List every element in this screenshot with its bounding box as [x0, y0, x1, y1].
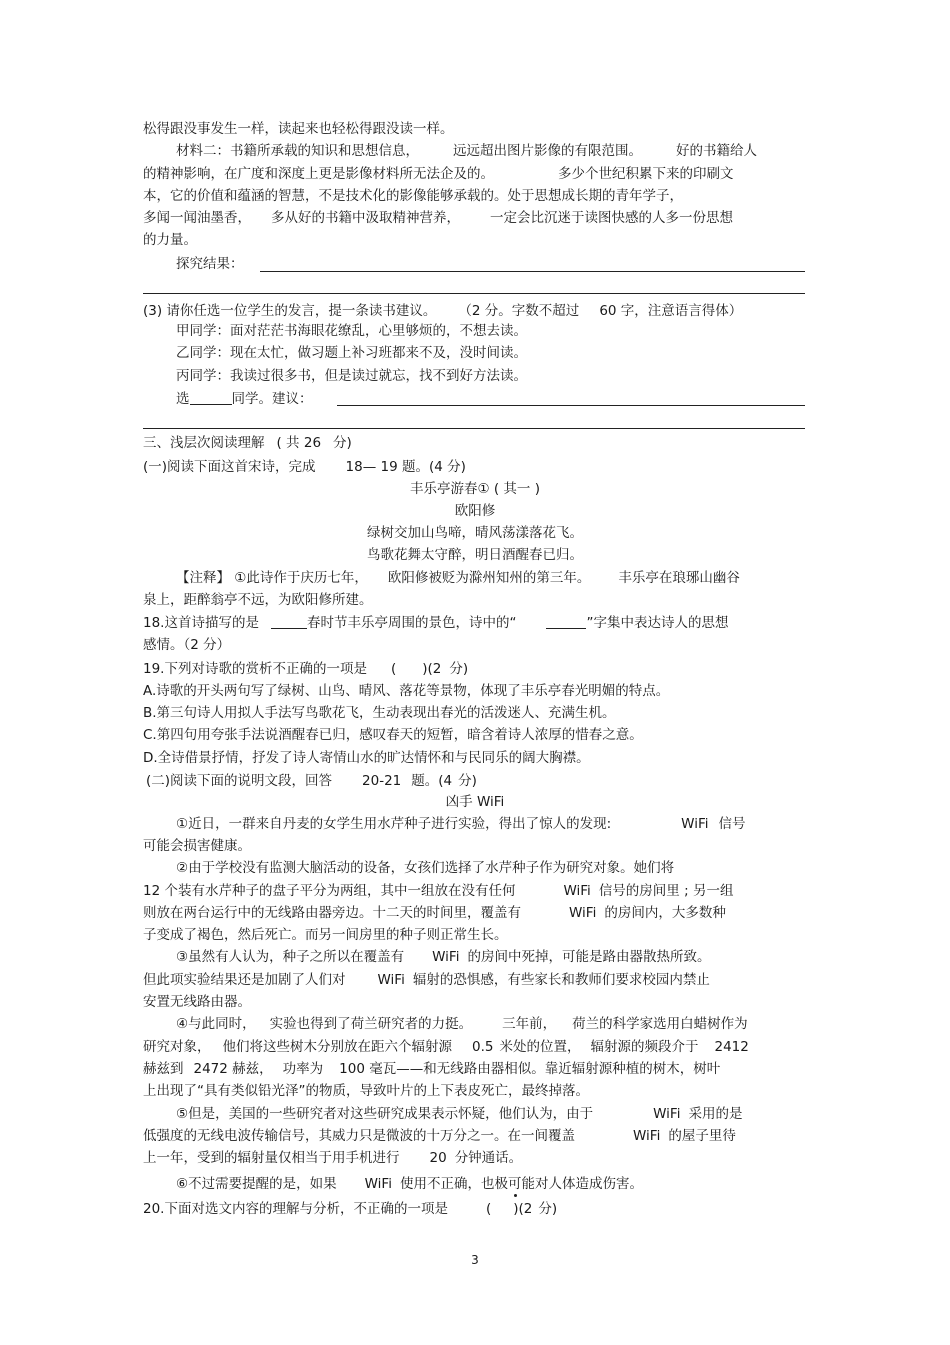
paragraph-3: 安置无线路由器。 — [143, 994, 251, 1010]
poem-note: 【注释】 ①此诗作于庆历七年， 欧阳修被贬为滁州知州的第三年。 丰乐亭在琅琊山幽谷 — [176, 570, 740, 586]
question-20: 20.下面对选文内容的理解与分析，不正确的一项是 ( )(2 分) — [143, 1201, 558, 1217]
paragraph-3: 但此项实验结果还是加剧了人们对 WiFi 辐射的恐惧感，有些家长和教师们要求校园内禁止 — [143, 972, 710, 988]
result-label: 探究结果： — [176, 256, 244, 272]
question-18: 18.这首诗描写的是 春时节丰乐亭周围的景色，诗中的“ ”字集中表达诗人的思想 — [143, 615, 729, 631]
paragraph-2: ②由于学校没有监测大脑活动的设备，女孩们选择了水芹种子作为研究对象。她们将 — [176, 860, 675, 876]
paragraph-2: 则放在两台运行中的无线路由器旁边。十二天的时间里，覆盖有 WiFi 的房间内，大多数种 — [143, 905, 726, 921]
paragraph-1: 可能会损害健康。 — [143, 838, 251, 854]
student-bing: 丙同学：我读过很多书，但是读过就忘，找不到好方法读。 — [176, 368, 527, 384]
paragraph-4: ④与此同时， 实验也得到了荷兰研究者的力挺。 三年前， 荷兰的科学家选用白蜡树作为 — [176, 1016, 748, 1032]
choose-line: 选 同学。建议： — [176, 391, 313, 407]
material-line: 本，它的价值和蕴涵的智慧，不是技术化的影像能够承载的。处于思想成长期的青年学子， — [143, 188, 683, 204]
article-title: 凶手 WiFi — [445, 794, 505, 810]
paragraph-4: 研究对象， 他们将这些树木分别放在距六个辐射源 0.5 米处的位置， 辐射源的频段介于 2412 — [143, 1039, 749, 1055]
option-d: D.全诗借景抒情，抒发了诗人寄情山水的旷达情怀和与民同乐的阔大胸襟。 — [143, 750, 590, 766]
poem-note: 泉上，距醉翁亭不远，为欧阳修所建。 — [143, 592, 373, 608]
option-b: B.第三句诗人用拟人手法写鸟歌花飞，生动表现出春光的活泼迷人、充满生机。 — [143, 705, 616, 721]
paragraph-5: ⑤但是，美国的一些研究者对这些研究成果表示怀疑，他们认为，由于 WiFi 采用的是 — [176, 1106, 743, 1122]
emphasis-char: 可 — [507, 1176, 522, 1192]
choose-blank[interactable] — [190, 404, 232, 405]
material-line: 松得跟没事发生一样，读起来也轻松得跟没读一样。 — [143, 121, 454, 137]
material-line: 的精神影响，在广度和深度上更是影像材料所无法企及的。 多少个世纪积累下来的印刷文 — [143, 166, 734, 182]
answer-line[interactable] — [143, 428, 805, 429]
answer-line[interactable] — [143, 293, 805, 294]
part-2-intro: (二)阅读下面的说明文段，回答 20-21 题。(4 分) — [146, 773, 477, 789]
answer-blank[interactable] — [546, 628, 586, 629]
paragraph-3: ③虽然有人认为，种子之所以在覆盖有 WiFi 的房间中死掉，可能是路由器散热所致。 — [176, 949, 711, 965]
poem-line: 鸟歌花舞太守醉，明日酒醒春已归。 — [367, 547, 583, 563]
section-heading: 三、浅层次阅读理解 ( 共 26 分) — [143, 435, 352, 451]
paragraph-5: 上一年，受到的辐射量仅相当于用手机进行 20 分钟通话。 — [143, 1150, 523, 1166]
material-line: 的力量。 — [143, 232, 197, 248]
poem-title: 丰乐亭游春① ( 其一 ) — [409, 481, 540, 497]
page-number: 3 — [471, 1253, 479, 1267]
option-c: C.第四句用夸张手法说酒醒春已归，感叹春天的短暂，暗含着诗人浓厚的惜春之意。 — [143, 727, 643, 743]
material-line: 多闻一闻油墨香， 多从好的书籍中汲取精神营养， 一定会比沉迷于读图快感的人多一份思想 — [143, 210, 733, 226]
paragraph-5: 低强度的无线电波传输信号，其威力只是微波的十万分之一。在一间覆盖 WiFi 的屋子里待 — [143, 1128, 736, 1144]
answer-line[interactable] — [337, 405, 805, 406]
question-18: 感情。（2 分） — [143, 637, 231, 653]
paragraph-6: ⑥不过需要提醒的是，如果 WiFi 使用不正确，也极可能对人体造成伤害。 — [176, 1176, 643, 1192]
question-19: 19.下列对诗歌的赏析不正确的一项是 ( )(2 分) — [143, 661, 469, 677]
paragraph-4: 赫兹到 2472 赫兹， 功率为 100 毫瓦——和无线路由器相似。靠近辐射源种植的树木，树叶 — [143, 1061, 721, 1077]
paragraph-4: 上出现了“具有类似铅光泽”的物质，导致叶片的上下表皮死亡，最终掉落。 — [143, 1083, 589, 1099]
answer-blank[interactable] — [271, 628, 307, 629]
poem-line: 绿树交加山鸟啼，晴风荡漾落花飞。 — [367, 525, 583, 541]
part-1-intro: (一)阅读下面这首宋诗，完成 18— 19 题。(4 分) — [143, 459, 466, 475]
paragraph-2: 12 个装有水芹种子的盘子平分为两组，其中一组放在没有任何 WiFi 信号的房间里 ; 另一组 — [143, 883, 734, 899]
paragraph-2: 子变成了褐色，然后死亡。而另一间房里的种子则正常生长。 — [143, 927, 508, 943]
question-3-prompt: (3) 请你任选一位学生的发言，提一条读书建议。 （2 分。字数不超过 60 字，注意语言得体） — [143, 303, 743, 319]
paragraph-1: ①近日，一群来自丹麦的女学生用水芹种子进行实验，得出了惊人的发现: WiFi 信号 — [176, 816, 746, 832]
poem-author: 欧阳修 — [454, 503, 496, 519]
student-yi: 乙同学：现在太忙，做习题上补习班都来不及，没时间读。 — [176, 345, 527, 361]
option-a: A.诗歌的开头两句写了绿树、山鸟、晴风、落花等景物，体现了丰乐亭春光明媚的特点。 — [143, 683, 670, 699]
student-jia: 甲同学：面对茫茫书海眼花缭乱，心里够烦的，不想去读。 — [176, 323, 527, 339]
answer-line[interactable] — [260, 271, 805, 272]
material-line: 材料二：书籍所承载的知识和思想信息， 远远超出图片影像的有限范围。 好的书籍给人 — [176, 143, 757, 159]
